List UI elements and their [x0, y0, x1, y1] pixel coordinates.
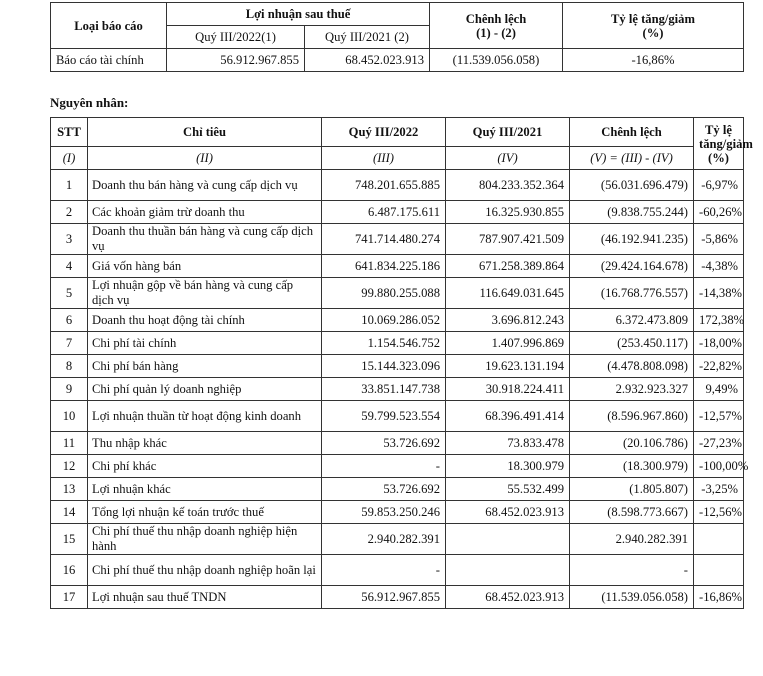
summary-data-row: [51, 49, 744, 72]
row-diff: (20.106.786): [570, 432, 694, 455]
summary-header-rate-unit: (%): [642, 25, 664, 40]
row-diff: (16.768.776.557): [570, 278, 694, 309]
row-q3-2022: 53.726.692: [322, 432, 446, 455]
row-diff: -: [570, 555, 694, 586]
table-row: [51, 455, 744, 478]
row-rate: -100,00%: [694, 455, 744, 478]
table-row: [51, 309, 744, 332]
row-q3-2022: 1.154.546.752: [322, 332, 446, 355]
row-diff: (1.805.807): [570, 478, 694, 501]
row-q3-2022: 56.912.967.855: [322, 586, 446, 609]
summary-header-report-type: Loại báo cáo: [51, 3, 167, 49]
row-q3-2021: 1.407.996.869: [446, 332, 570, 355]
row-q3-2021: 16.325.930.855: [446, 201, 570, 224]
row-stt: 17: [51, 586, 88, 609]
row-diff: (253.450.117): [570, 332, 694, 355]
table-row: [51, 524, 744, 555]
detail-header-q3-2022: Quý III/2022: [322, 118, 446, 147]
row-rate: [694, 555, 744, 586]
row-item: Chi phí thuế thu nhập doanh nghiệp hiện hành: [88, 524, 322, 555]
row-rate: -3,25%: [694, 478, 744, 501]
row-q3-2022: 59.799.523.554: [322, 401, 446, 432]
row-stt: 5: [51, 278, 88, 309]
row-q3-2022: 748.201.655.885: [322, 170, 446, 201]
summary-header-q3-2022: Quý III/2022(1): [167, 26, 305, 49]
row-item: Chi phí quản lý doanh nghiệp: [88, 378, 322, 401]
row-stt: 16: [51, 555, 88, 586]
row-item: Doanh thu thuần bán hàng và cung cấp dịch vụ: [88, 224, 322, 255]
table-row: [51, 255, 744, 278]
summary-row-q3-2021: 68.452.023.913: [305, 49, 430, 72]
detail-header-item: Chỉ tiêu: [88, 118, 322, 147]
row-rate: -60,26%: [694, 201, 744, 224]
row-stt: 14: [51, 501, 88, 524]
detail-roman-4: (IV): [446, 147, 570, 170]
detail-header-row: [51, 118, 744, 147]
summary-row-q3-2022: 56.912.967.855: [167, 49, 305, 72]
row-q3-2022: 2.940.282.391: [322, 524, 446, 555]
row-rate: -12,57%: [694, 401, 744, 432]
row-stt: 6: [51, 309, 88, 332]
row-diff: (8.596.967.860): [570, 401, 694, 432]
detail-header-stt: STT: [51, 118, 88, 147]
row-rate: 9,49%: [694, 378, 744, 401]
row-diff: (29.424.164.678): [570, 255, 694, 278]
row-q3-2021: [446, 555, 570, 586]
summary-row-diff: (11.539.056.058): [430, 49, 563, 72]
row-stt: 11: [51, 432, 88, 455]
row-rate: -14,38%: [694, 278, 744, 309]
detail-roman-row: [51, 147, 744, 170]
row-q3-2021: 68.396.491.414: [446, 401, 570, 432]
summary-header-diff-label: Chênh lệch: [465, 11, 527, 26]
row-stt: 1: [51, 170, 88, 201]
row-item: Giá vốn hàng bán: [88, 255, 322, 278]
detail-header-rate: Tỷ lệ tăng/giảm (%): [694, 118, 744, 170]
row-q3-2022: 99.880.255.088: [322, 278, 446, 309]
row-q3-2021: 19.623.131.194: [446, 355, 570, 378]
row-diff: 2.940.282.391: [570, 524, 694, 555]
table-row: [51, 586, 744, 609]
row-item: Lợi nhuận khác: [88, 478, 322, 501]
summary-row-rate: -16,86%: [563, 49, 744, 72]
table-row: [51, 432, 744, 455]
row-stt: 2: [51, 201, 88, 224]
row-item: Thu nhập khác: [88, 432, 322, 455]
table-row: [51, 378, 744, 401]
row-q3-2022: 10.069.286.052: [322, 309, 446, 332]
row-item: Các khoản giảm trừ doanh thu: [88, 201, 322, 224]
detail-header-q3-2021: Quý III/2021: [446, 118, 570, 147]
row-q3-2021: 68.452.023.913: [446, 586, 570, 609]
row-stt: 3: [51, 224, 88, 255]
row-q3-2021: 68.452.023.913: [446, 501, 570, 524]
row-q3-2022: -: [322, 555, 446, 586]
row-q3-2022: 15.144.323.096: [322, 355, 446, 378]
cause-label: Nguyên nhân:: [50, 95, 129, 110]
row-q3-2021: 787.907.421.509: [446, 224, 570, 255]
table-row: [51, 170, 744, 201]
row-q3-2022: 6.487.175.611: [322, 201, 446, 224]
row-stt: 13: [51, 478, 88, 501]
row-stt: 12: [51, 455, 88, 478]
row-item: Lợi nhuận thuần từ hoạt động kinh doanh: [88, 401, 322, 432]
summary-header-rate: [563, 3, 744, 49]
row-diff: (8.598.773.667): [570, 501, 694, 524]
row-item: Lợi nhuận sau thuế TNDN: [88, 586, 322, 609]
summary-header-diff-formula: (1) - (2): [476, 25, 516, 40]
row-diff: (18.300.979): [570, 455, 694, 478]
row-q3-2022: 53.726.692: [322, 478, 446, 501]
row-diff: 2.932.923.327: [570, 378, 694, 401]
row-q3-2021: 73.833.478: [446, 432, 570, 455]
row-stt: 4: [51, 255, 88, 278]
row-item: Doanh thu hoạt động tài chính: [88, 309, 322, 332]
row-q3-2021: 804.233.352.364: [446, 170, 570, 201]
row-item: Tổng lợi nhuận kế toán trước thuế: [88, 501, 322, 524]
row-diff: (56.031.696.479): [570, 170, 694, 201]
row-rate: -4,38%: [694, 255, 744, 278]
row-q3-2021: 30.918.224.411: [446, 378, 570, 401]
row-stt: 10: [51, 401, 88, 432]
row-rate: -22,82%: [694, 355, 744, 378]
row-rate: -16,86%: [694, 586, 744, 609]
row-rate: -6,97%: [694, 170, 744, 201]
summary-header-row: [51, 3, 744, 26]
summary-table: [50, 2, 744, 72]
row-rate: -27,23%: [694, 432, 744, 455]
row-stt: 9: [51, 378, 88, 401]
detail-roman-3: (III): [322, 147, 446, 170]
summary-header-q3-2021: Quý III/2021 (2): [305, 26, 430, 49]
row-rate: -12,56%: [694, 501, 744, 524]
row-item: Doanh thu bán hàng và cung cấp dịch vụ: [88, 170, 322, 201]
row-q3-2021: 55.532.499: [446, 478, 570, 501]
table-row: [51, 224, 744, 255]
row-diff: (9.838.755.244): [570, 201, 694, 224]
row-stt: 7: [51, 332, 88, 355]
summary-header-rate-label: Tỷ lệ tăng/giảm: [611, 11, 695, 26]
row-rate: -18,00%: [694, 332, 744, 355]
table-row: [51, 201, 744, 224]
row-q3-2022: 641.834.225.186: [322, 255, 446, 278]
row-q3-2021: 3.696.812.243: [446, 309, 570, 332]
table-row: [51, 478, 744, 501]
row-q3-2022: 741.714.480.274: [322, 224, 446, 255]
detail-roman-1: (I): [51, 147, 88, 170]
row-q3-2021: 18.300.979: [446, 455, 570, 478]
row-diff: (4.478.808.098): [570, 355, 694, 378]
row-rate: [694, 524, 744, 555]
row-rate: 172,38%: [694, 309, 744, 332]
row-item: Chi phí thuế thu nhập doanh nghiệp hoãn lại: [88, 555, 322, 586]
summary-header-profit: Lợi nhuận sau thuế: [167, 3, 430, 26]
row-stt: 15: [51, 524, 88, 555]
row-item: Chi phí tài chính: [88, 332, 322, 355]
table-row: [51, 555, 744, 586]
row-q3-2021: [446, 524, 570, 555]
detail-header-diff: Chênh lệch: [570, 118, 694, 147]
row-rate: -5,86%: [694, 224, 744, 255]
detail-body: [51, 170, 749, 609]
row-item: Chi phí khác: [88, 455, 322, 478]
detail-roman-2: (II): [88, 147, 322, 170]
summary-row-label: Báo cáo tài chính: [51, 49, 167, 72]
row-q3-2021: 116.649.031.645: [446, 278, 570, 309]
row-diff: (11.539.056.058): [570, 586, 694, 609]
table-row: [51, 278, 744, 309]
detail-roman-5: (V) = (III) - (IV): [570, 147, 694, 170]
row-q3-2022: 59.853.250.246: [322, 501, 446, 524]
row-q3-2021: 671.258.389.864: [446, 255, 570, 278]
row-q3-2022: 33.851.147.738: [322, 378, 446, 401]
row-stt: 8: [51, 355, 88, 378]
table-row: [51, 401, 744, 432]
detail-table: [50, 117, 753, 609]
table-row: [51, 355, 744, 378]
table-row: [51, 332, 744, 355]
row-item: Lợi nhuận gộp về bán hàng và cung cấp dịch vụ: [88, 278, 322, 309]
table-row: [51, 501, 744, 524]
row-q3-2022: -: [322, 455, 446, 478]
row-item: Chi phí bán hàng: [88, 355, 322, 378]
row-diff: (46.192.941.235): [570, 224, 694, 255]
row-diff: 6.372.473.809: [570, 309, 694, 332]
summary-header-diff: [430, 3, 563, 49]
